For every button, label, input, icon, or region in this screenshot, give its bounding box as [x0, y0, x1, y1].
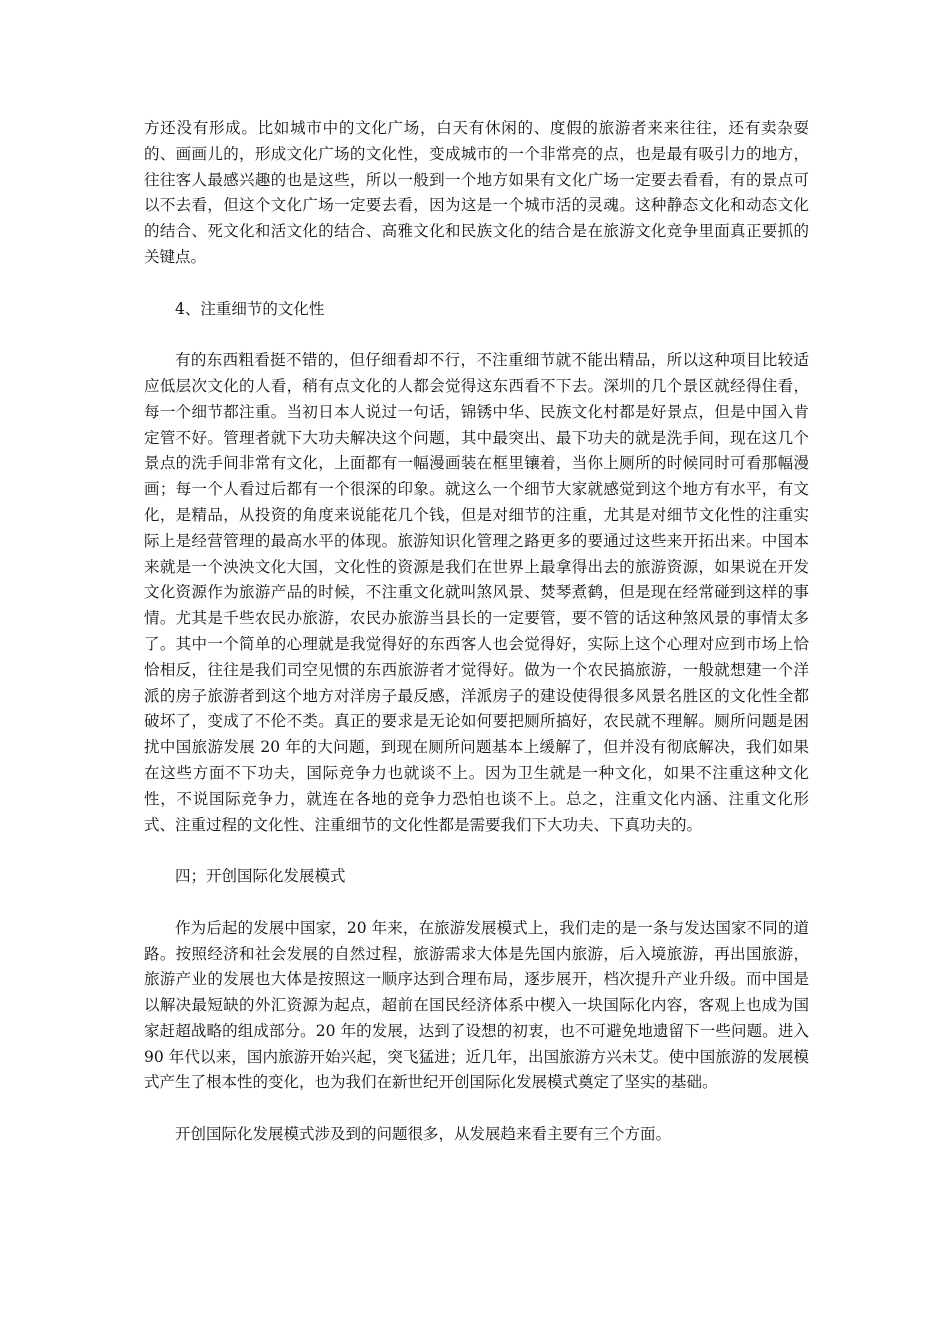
section-heading-internationalization: 四；开创国际化发展模式 — [175, 867, 346, 886]
paragraph-continued: 方还没有形成。比如城市中的文化广场，白天有休闲的、度假的旅游者来来往往，还有卖杂耍的、画画儿的，形成文化广场的文化性，变成城市的一个非常亮的点，也是最有吸引力的地方，往往客人最感兴趣的也是这些，所以一般到一个地方如果有文化广场一定要去看看，有的景点可以不去看，但这个文化广场一定要去看，因为这是一个城市活的灵魂。这种静态文化和动态文化的结合、死文化和活文化的结合、高雅文化和民族文化的结合是在旅游文化竞争里面真正要抓的关键点。 — [144, 119, 809, 266]
document-page — [144, 116, 809, 1148]
paragraph-three-aspects: 开创国际化发展模式涉及到的问题很多，从发展趋来看主要有三个方面。 — [175, 1125, 672, 1144]
paragraph-detail-culture: 有的东西粗看挺不错的，但仔细看却不行，不注重细节就不能出精品，所以这种项目比较适应低层次文化的人看，稍有点文化的人都会觉得这东西看不下去。深圳的几个景区就经得住看，每一个细节都注重。当初日本人说过一句话，锦锈中华、民族文化村都是好景点，但是中国入肯定管不好。管理者就下大功夫解决这个问题，其中最突出、最下功夫的就是洗手间，现在这几个景点的洗手间非常有文化，上面都有一幅漫画装在框里镶着，当你上厕所的时候同时可看那幅漫画；每一个人看过后都有一个很深的印象。就这么一个细节大家就感觉到这个地方有水平，有文化，是精品，从投资的角度来说能花几个钱，但是对细节的注重，尤其是对细节文化性的注重实际上是经营管理的最高水平的体现。旅游知识化管理之路更多的要通过这些来开拓出来。中国本来就是一个泱泱文化大国，文化性的资源是我们在世界上最拿得出去的旅游资源，如果说在开发文化资源作为旅游产品的时候，不注重文化就叫煞风景、焚琴煮鹤，但是现在经常碰到这样的事情。尤其是千些农民办旅游，农民办旅游当县长的一定要管，要不管的话这种煞风景的事情太多了。其中一个简单的心理就是我觉得好的东西客人也会觉得好，实际上这个心理对应到市场上恰恰相反，往往是我们司空见惯的东西旅游者才觉得好。做为一个农民搞旅游，一般就想建一个洋派的房子旅游者到这个地方对洋房子最反感，洋派房子的建设使得很多风景名胜区的文化性全都破坏了，变成了不伦不类。真正的要求是无论如何要把厕所搞好，农民就不理解。厕所问题是困扰中国旅游发展 20 年的大问题，到现在厕所问题基本上缓解了，但并没有彻底解决，我们如果在这些方面不下功夫，国际竞争力也就谈不上。因为卫生就是一种文化，如果不注重这种文化性，不说国际竞争力，就连在各地的竞争力恐怕也谈不上。总之，注重文化内涵、注重文化形式、注重过程的文化性、注重细节的文化性都是需要我们下大功夫、下真功夫的。 — [144, 351, 809, 834]
paragraph-development-model: 作为后起的发展中国家，20 年来，在旅游发展模式上，我们走的是一条与发达国家不同的道路。按照经济和社会发展的自然过程，旅游需求大体是先国内旅游，后入境旅游，再出国旅游，旅游产业的发展也大体是按照这一顺序达到合理布局，逐步展开，档次提升产业升级。而中国是以解决最短缺的外汇资源为起点，超前在国民经济体系中楔入一块国际化内容，客观上也成为国家赶超战略的组成部分。20 年的发展，达到了设想的初衷，也不可避免地遗留下一些问题。进入 90 年代以来，国内旅游开始兴起，突飞猛进；近几年，出国旅游方兴未艾。使中国旅游的发展模式产生了根本性的变化，也为我们在新世纪开创国际化发展模式奠定了坚实的基础。 — [144, 918, 809, 1092]
section-heading-detail-culture: 4、注重细节的文化性 — [175, 299, 325, 318]
